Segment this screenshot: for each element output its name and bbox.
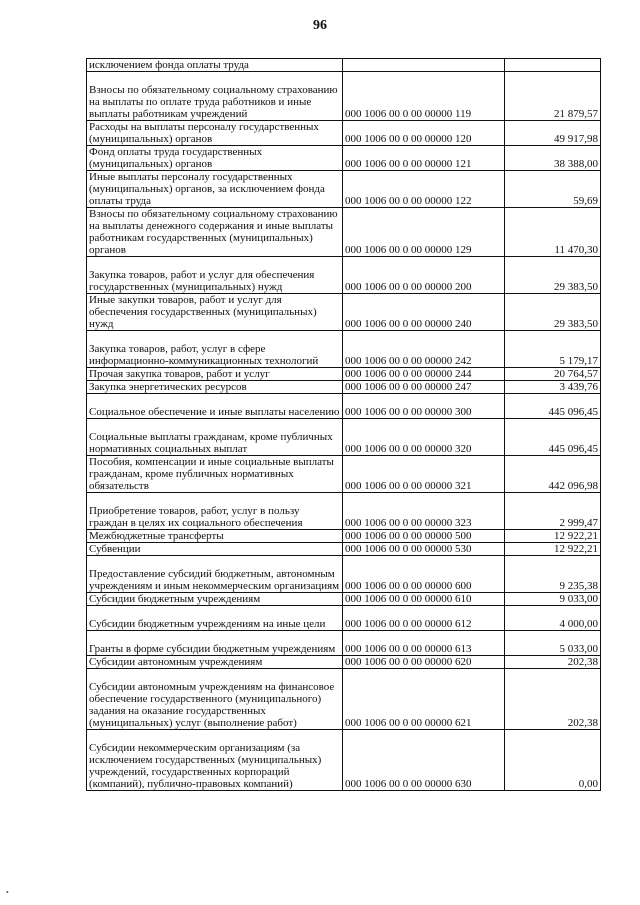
table-row: [87, 530, 601, 543]
row-amount: 59,69: [505, 171, 601, 208]
row-name: Социальные выплаты гражданам, кроме публичных нормативных социальных выплат: [87, 419, 343, 456]
row-code: 000 1006 00 0 00 00000 247: [343, 381, 505, 394]
row-code: 000 1006 00 0 00 00000 122: [343, 171, 505, 208]
table-row: [87, 656, 601, 669]
row-name: Субвенции: [87, 543, 343, 556]
table-row: [87, 257, 601, 294]
row-amount: 5 179,17: [505, 331, 601, 368]
row-code: 000 1006 00 0 00 00000 620: [343, 656, 505, 669]
scan-edge-mark: •: [6, 888, 9, 897]
table-row: [87, 606, 601, 631]
table-row: [87, 368, 601, 381]
row-name: Иные выплаты персоналу государственных (муниципальных) органов, за исключением фонда оплаты труда: [87, 171, 343, 208]
row-name: Закупка энергетических ресурсов: [87, 381, 343, 394]
row-amount: 12 922,21: [505, 530, 601, 543]
row-code: 000 1006 00 0 00 00000 300: [343, 394, 505, 419]
row-amount: 202,38: [505, 656, 601, 669]
row-code: 000 1006 00 0 00 00000 240: [343, 294, 505, 331]
row-name: Субсидии автономным учреждениям на финансовое обеспечение государственного (муниципального) задания на оказание государственных (муниципальных) услуг (выполнение работ): [87, 669, 343, 730]
table-row: [87, 331, 601, 368]
table-row: [87, 669, 601, 730]
table-row: [87, 59, 601, 72]
row-code: 000 1006 00 0 00 00000 200: [343, 257, 505, 294]
row-amount: 29 383,50: [505, 294, 601, 331]
row-name: Приобретение товаров, работ, услуг в пользу граждан в целях их социального обеспечения: [87, 493, 343, 530]
table-row: [87, 593, 601, 606]
row-code: 000 1006 00 0 00 00000 600: [343, 556, 505, 593]
table-row: [87, 631, 601, 656]
row-code: 000 1006 00 0 00 00000 621: [343, 669, 505, 730]
row-name: Фонд оплаты труда государственных (муниципальных) органов: [87, 146, 343, 171]
row-amount: 49 917,98: [505, 121, 601, 146]
table-row: [87, 456, 601, 493]
row-name: Предоставление субсидий бюджетным, автономным учреждениям и иным некоммерческим организациям: [87, 556, 343, 593]
budget-table: [86, 58, 601, 791]
row-name: Закупка товаров, работ, услуг в сфере информационно-коммуникационных технологий: [87, 331, 343, 368]
row-amount: [505, 59, 601, 72]
table-row: [87, 72, 601, 121]
table-row: [87, 394, 601, 419]
row-amount: 12 922,21: [505, 543, 601, 556]
table-row: [87, 294, 601, 331]
table-row: [87, 171, 601, 208]
table-row: [87, 543, 601, 556]
row-amount: 5 033,00: [505, 631, 601, 656]
row-amount: 445 096,45: [505, 394, 601, 419]
row-name: Пособия, компенсации и иные социальные выплаты гражданам, кроме публичных нормативных обязательств: [87, 456, 343, 493]
row-name: Взносы по обязательному социальному страхованию на выплаты денежного содержания и иные выплаты работникам государственных (муниципальных) органов: [87, 208, 343, 257]
row-code: 000 1006 00 0 00 00000 121: [343, 146, 505, 171]
row-name: Социальное обеспечение и иные выплаты населению: [87, 394, 343, 419]
row-code: 000 1006 00 0 00 00000 323: [343, 493, 505, 530]
table-row: [87, 730, 601, 791]
row-name: Взносы по обязательному социальному страхованию на выплаты по оплате труда работников и иные выплаты работникам учреждений: [87, 72, 343, 121]
row-name: Расходы на выплаты персоналу государственных (муниципальных) органов: [87, 121, 343, 146]
table-row: [87, 556, 601, 593]
row-name: Прочая закупка товаров, работ и услуг: [87, 368, 343, 381]
row-amount: 4 000,00: [505, 606, 601, 631]
row-amount: 29 383,50: [505, 257, 601, 294]
row-name: Межбюджетные трансферты: [87, 530, 343, 543]
row-code: 000 1006 00 0 00 00000 129: [343, 208, 505, 257]
row-amount: 2 999,47: [505, 493, 601, 530]
row-code: 000 1006 00 0 00 00000 500: [343, 530, 505, 543]
row-amount: 11 470,30: [505, 208, 601, 257]
row-amount: 21 879,57: [505, 72, 601, 121]
row-code: 000 1006 00 0 00 00000 630: [343, 730, 505, 791]
table-row: [87, 208, 601, 257]
page-number: 96: [313, 18, 327, 33]
row-amount: 445 096,45: [505, 419, 601, 456]
row-code: 000 1006 00 0 00 00000 321: [343, 456, 505, 493]
row-amount: 9 235,38: [505, 556, 601, 593]
row-name: Субсидии бюджетным учреждениям на иные цели: [87, 606, 343, 631]
table-row: [87, 381, 601, 394]
row-name: исключением фонда оплаты труда: [87, 59, 343, 72]
table-row: [87, 493, 601, 530]
row-amount: 0,00: [505, 730, 601, 791]
table-row: [87, 146, 601, 171]
row-name: Закупка товаров, работ и услуг для обеспечения государственных (муниципальных) нужд: [87, 257, 343, 294]
row-code: 000 1006 00 0 00 00000 610: [343, 593, 505, 606]
row-amount: 202,38: [505, 669, 601, 730]
table-row: [87, 121, 601, 146]
row-code: 000 1006 00 0 00 00000 242: [343, 331, 505, 368]
row-name: Гранты в форме субсидии бюджетным учреждениям: [87, 631, 343, 656]
row-code: 000 1006 00 0 00 00000 120: [343, 121, 505, 146]
row-name: Субсидии автономным учреждениям: [87, 656, 343, 669]
row-code: 000 1006 00 0 00 00000 530: [343, 543, 505, 556]
row-name: Субсидии бюджетным учреждениям: [87, 593, 343, 606]
row-code: 000 1006 00 0 00 00000 119: [343, 72, 505, 121]
row-amount: 442 096,98: [505, 456, 601, 493]
row-code: 000 1006 00 0 00 00000 320: [343, 419, 505, 456]
row-amount: 9 033,00: [505, 593, 601, 606]
table-row: [87, 419, 601, 456]
row-code: 000 1006 00 0 00 00000 613: [343, 631, 505, 656]
row-amount: 3 439,76: [505, 381, 601, 394]
row-code: 000 1006 00 0 00 00000 612: [343, 606, 505, 631]
row-name: Иные закупки товаров, работ и услуг для обеспечения государственных (муниципальных) нужд: [87, 294, 343, 331]
row-amount: 38 388,00: [505, 146, 601, 171]
row-code: [343, 59, 505, 72]
row-amount: 20 764,57: [505, 368, 601, 381]
table-body: [87, 59, 601, 791]
row-code: 000 1006 00 0 00 00000 244: [343, 368, 505, 381]
row-name: Субсидии некоммерческим организациям (за исключением государственных (муниципальных) учреждений, государственных корпораций (компаний), публично-правовых компаний): [87, 730, 343, 791]
